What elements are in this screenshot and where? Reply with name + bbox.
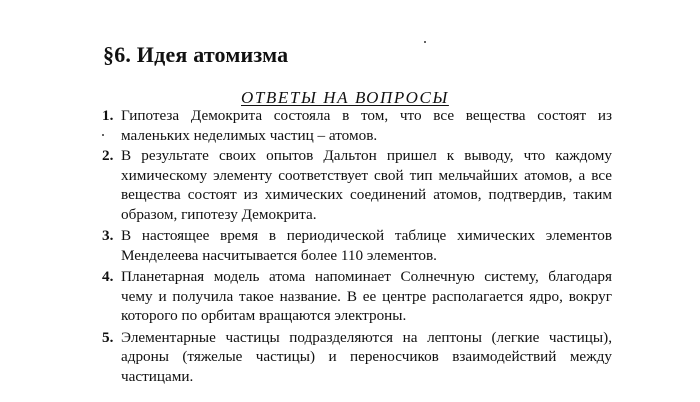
scan-speck xyxy=(102,134,104,136)
answer-text: Элементарные частицы подразделяются на лептоны (легкие частицы), адроны (тяжелые частицы) и переносчиков взаимодействий между частицами. xyxy=(121,328,612,385)
answer-number: 1. xyxy=(102,107,114,124)
answer-item xyxy=(102,226,612,265)
answer-text: В настоящее время в периодической таблице химических элементов Менделеева насчитывается более 110 элементов. xyxy=(121,227,612,264)
answers-list xyxy=(102,106,612,386)
answer-number: 4. xyxy=(102,268,114,285)
scan-speck xyxy=(424,41,426,43)
answer-text: Планетарная модель атома напоминает Солнечную систему, благодаря чему и получила такое название. В ее центре располагается ядро, вокруг которого по орбитам вращаются электроны. xyxy=(121,268,612,324)
answer-number: 2. xyxy=(102,147,114,164)
answer-item xyxy=(102,106,612,145)
answer-item xyxy=(102,328,612,387)
answer-number: 3. xyxy=(102,227,114,244)
answer-number: 5. xyxy=(102,328,114,346)
section-title: §6. Идея атомизма xyxy=(103,42,289,67)
answer-text: В результате своих опытов Дальтон пришел к выводу, что каждому химическому элементу соответствует свой тип мельчайших атомов, а все вещества состоят из химических соединений атомов, подтвердив, таким образом, гипотезу Демокрита. xyxy=(121,147,612,223)
answer-item xyxy=(102,146,612,224)
answers-heading: ОТВЕТЫ НА ВОПРОСЫ xyxy=(241,88,449,107)
answer-text: Гипотеза Демокрита состояла в том, что все вещества состоят из маленьких неделимых частиц – атомов. xyxy=(121,107,612,144)
answer-item xyxy=(102,267,612,326)
